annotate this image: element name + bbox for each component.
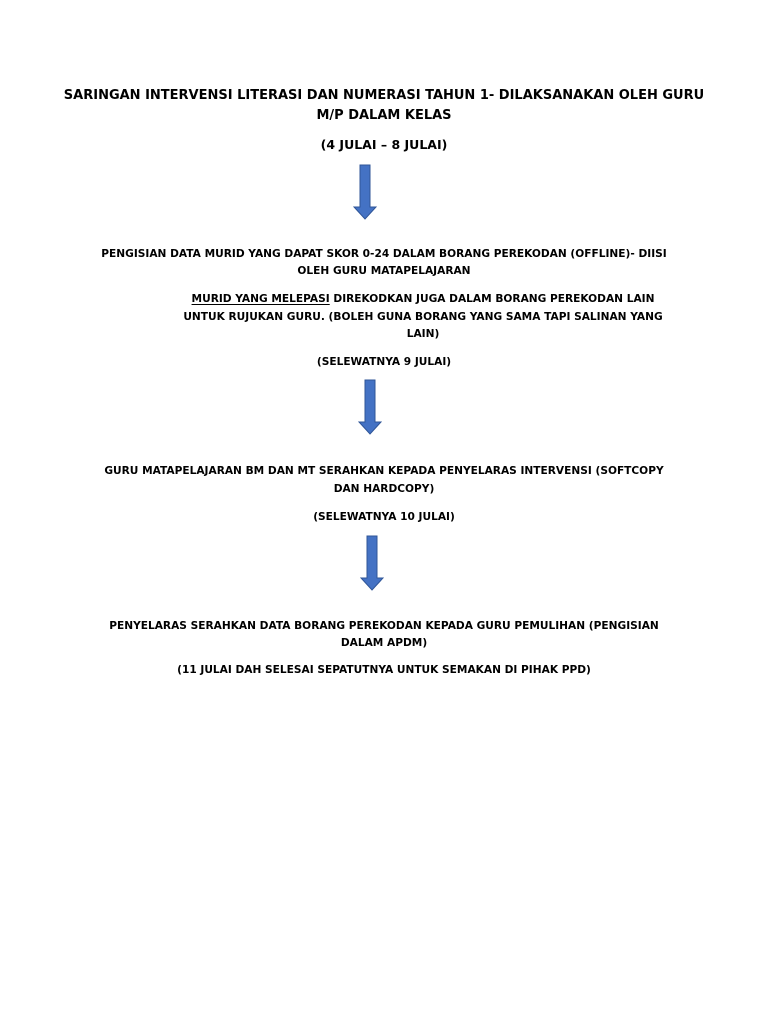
- step-1-note-line1-rest: DIREKODKAN JUGA DALAM BORANG PEREKODAN LAIN: [329, 293, 655, 305]
- step-2-line2: DAN HARDCOPY): [333, 483, 435, 495]
- step-1-line2: OLEH GURU MATAPELAJARAN: [297, 265, 471, 277]
- step-3-line2: DALAM APDM): [340, 637, 428, 649]
- down-arrow-icon: [360, 535, 384, 591]
- step-1-note-line1: [178, 293, 668, 305]
- step-2-deadline: (SELEWATNYA 10 JULAI): [313, 511, 455, 523]
- step-1-note-line3: LAIN): [406, 328, 440, 340]
- step-1-deadline: (SELEWATNYA 9 JULAI): [316, 356, 452, 368]
- document-title-dates: (4 JULAI – 8 JULAI): [320, 137, 448, 152]
- step-3-deadline: (11 JULAI DAH SELESAI SEPATUTNYA UNTUK SEMAKAN DI PIHAK PPD): [177, 664, 591, 676]
- document-title-line2: M/P DALAM KELAS: [316, 108, 452, 123]
- document-title-line1: SARINGAN INTERVENSI LITERASI DAN NUMERASI TAHUN 1- DILAKSANAKAN OLEH GURU: [63, 88, 705, 103]
- down-arrow-icon: [358, 379, 382, 435]
- step-1-line1: PENGISIAN DATA MURID YANG DAPAT SKOR 0-24 DALAM BORANG PEREKODAN (OFFLINE)- DIISI: [101, 248, 667, 260]
- step-1-note-line2: UNTUK RUJUKAN GURU. (BOLEH GUNA BORANG YANG SAMA TAPI SALINAN YANG: [183, 311, 663, 323]
- down-arrow-icon: [353, 164, 377, 220]
- step-3-line1: PENYELARAS SERAHKAN DATA BORANG PEREKODAN KEPADA GURU PEMULIHAN (PENGISIAN: [109, 620, 659, 632]
- step-2-line1: GURU MATAPELAJARAN BM DAN MT SERAHKAN KEPADA PENYELARAS INTERVENSI (SOFTCOPY: [104, 465, 664, 477]
- step-1-note-underlined: MURID YANG MELEPASI: [191, 293, 330, 305]
